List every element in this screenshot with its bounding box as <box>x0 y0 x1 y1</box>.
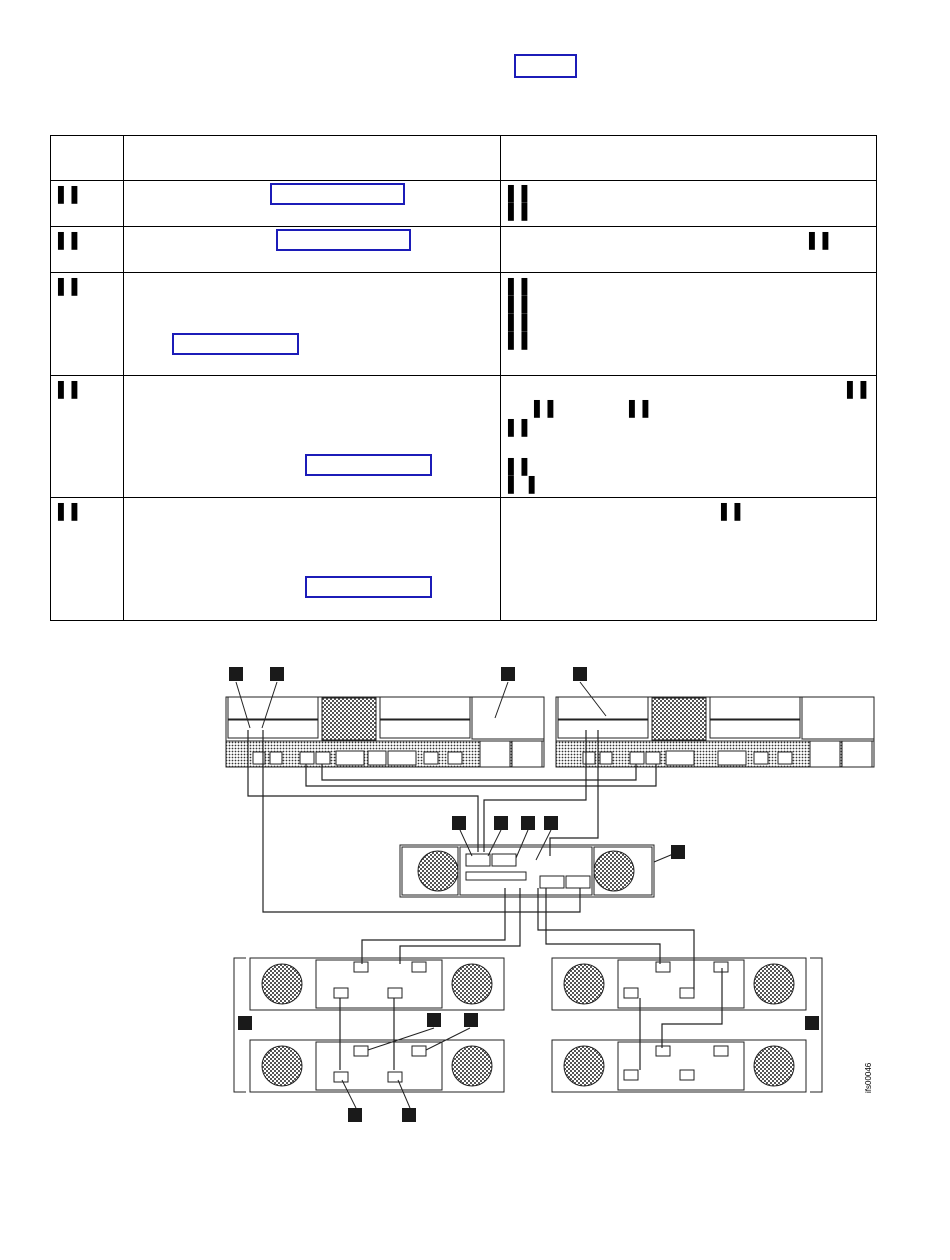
callout-marker <box>427 1013 441 1027</box>
callout-marker <box>348 1108 362 1122</box>
callout-marker <box>229 667 243 681</box>
revision-bar: ▌▌ <box>58 278 86 296</box>
callout-marker <box>671 845 685 859</box>
callout-marker <box>452 816 466 830</box>
expansion-enclosure-2 <box>250 1040 504 1092</box>
revision-bar: ▌▌ <box>58 381 86 399</box>
revision-bar: ▌▌ <box>629 400 657 418</box>
revision-bar: ▌▌ <box>58 503 86 521</box>
callout-marker <box>521 816 535 830</box>
callout-marker <box>544 816 558 830</box>
revision-bar: ▌▌ <box>721 503 749 521</box>
controller-enclosure <box>400 845 654 897</box>
revision-bar: ▌▌ <box>58 186 86 204</box>
callout-marker <box>270 667 284 681</box>
revision-bar: ▌▌ <box>534 400 562 418</box>
revision-bar: ▌▌ ▌▌ <box>508 185 536 221</box>
server-1 <box>226 697 544 767</box>
expansion-enclosure-4 <box>552 1040 806 1092</box>
callout-marker <box>501 667 515 681</box>
callout-marker <box>464 1013 478 1027</box>
callout-marker <box>573 667 587 681</box>
revision-bar: ▌▌ ▌ ▌ <box>508 458 543 494</box>
callout-marker <box>805 1016 819 1030</box>
expansion-enclosure-3 <box>552 958 806 1010</box>
callout-marker <box>238 1016 252 1030</box>
callout-marker <box>494 816 508 830</box>
server-2 <box>556 697 874 767</box>
revision-bar: ▌▌ <box>809 232 837 250</box>
revision-bar: ▌▌ <box>847 381 875 399</box>
revision-bar: ▌▌ <box>58 232 86 250</box>
revision-bar: ▌▌ ▌▌ ▌▌ ▌▌ <box>508 278 536 350</box>
callout-marker <box>402 1108 416 1122</box>
expansion-enclosure-1 <box>250 958 504 1010</box>
cables <box>248 730 722 1070</box>
revision-bar: ▌▌ <box>508 419 536 437</box>
figure-id: ifs00046 <box>864 1062 873 1093</box>
